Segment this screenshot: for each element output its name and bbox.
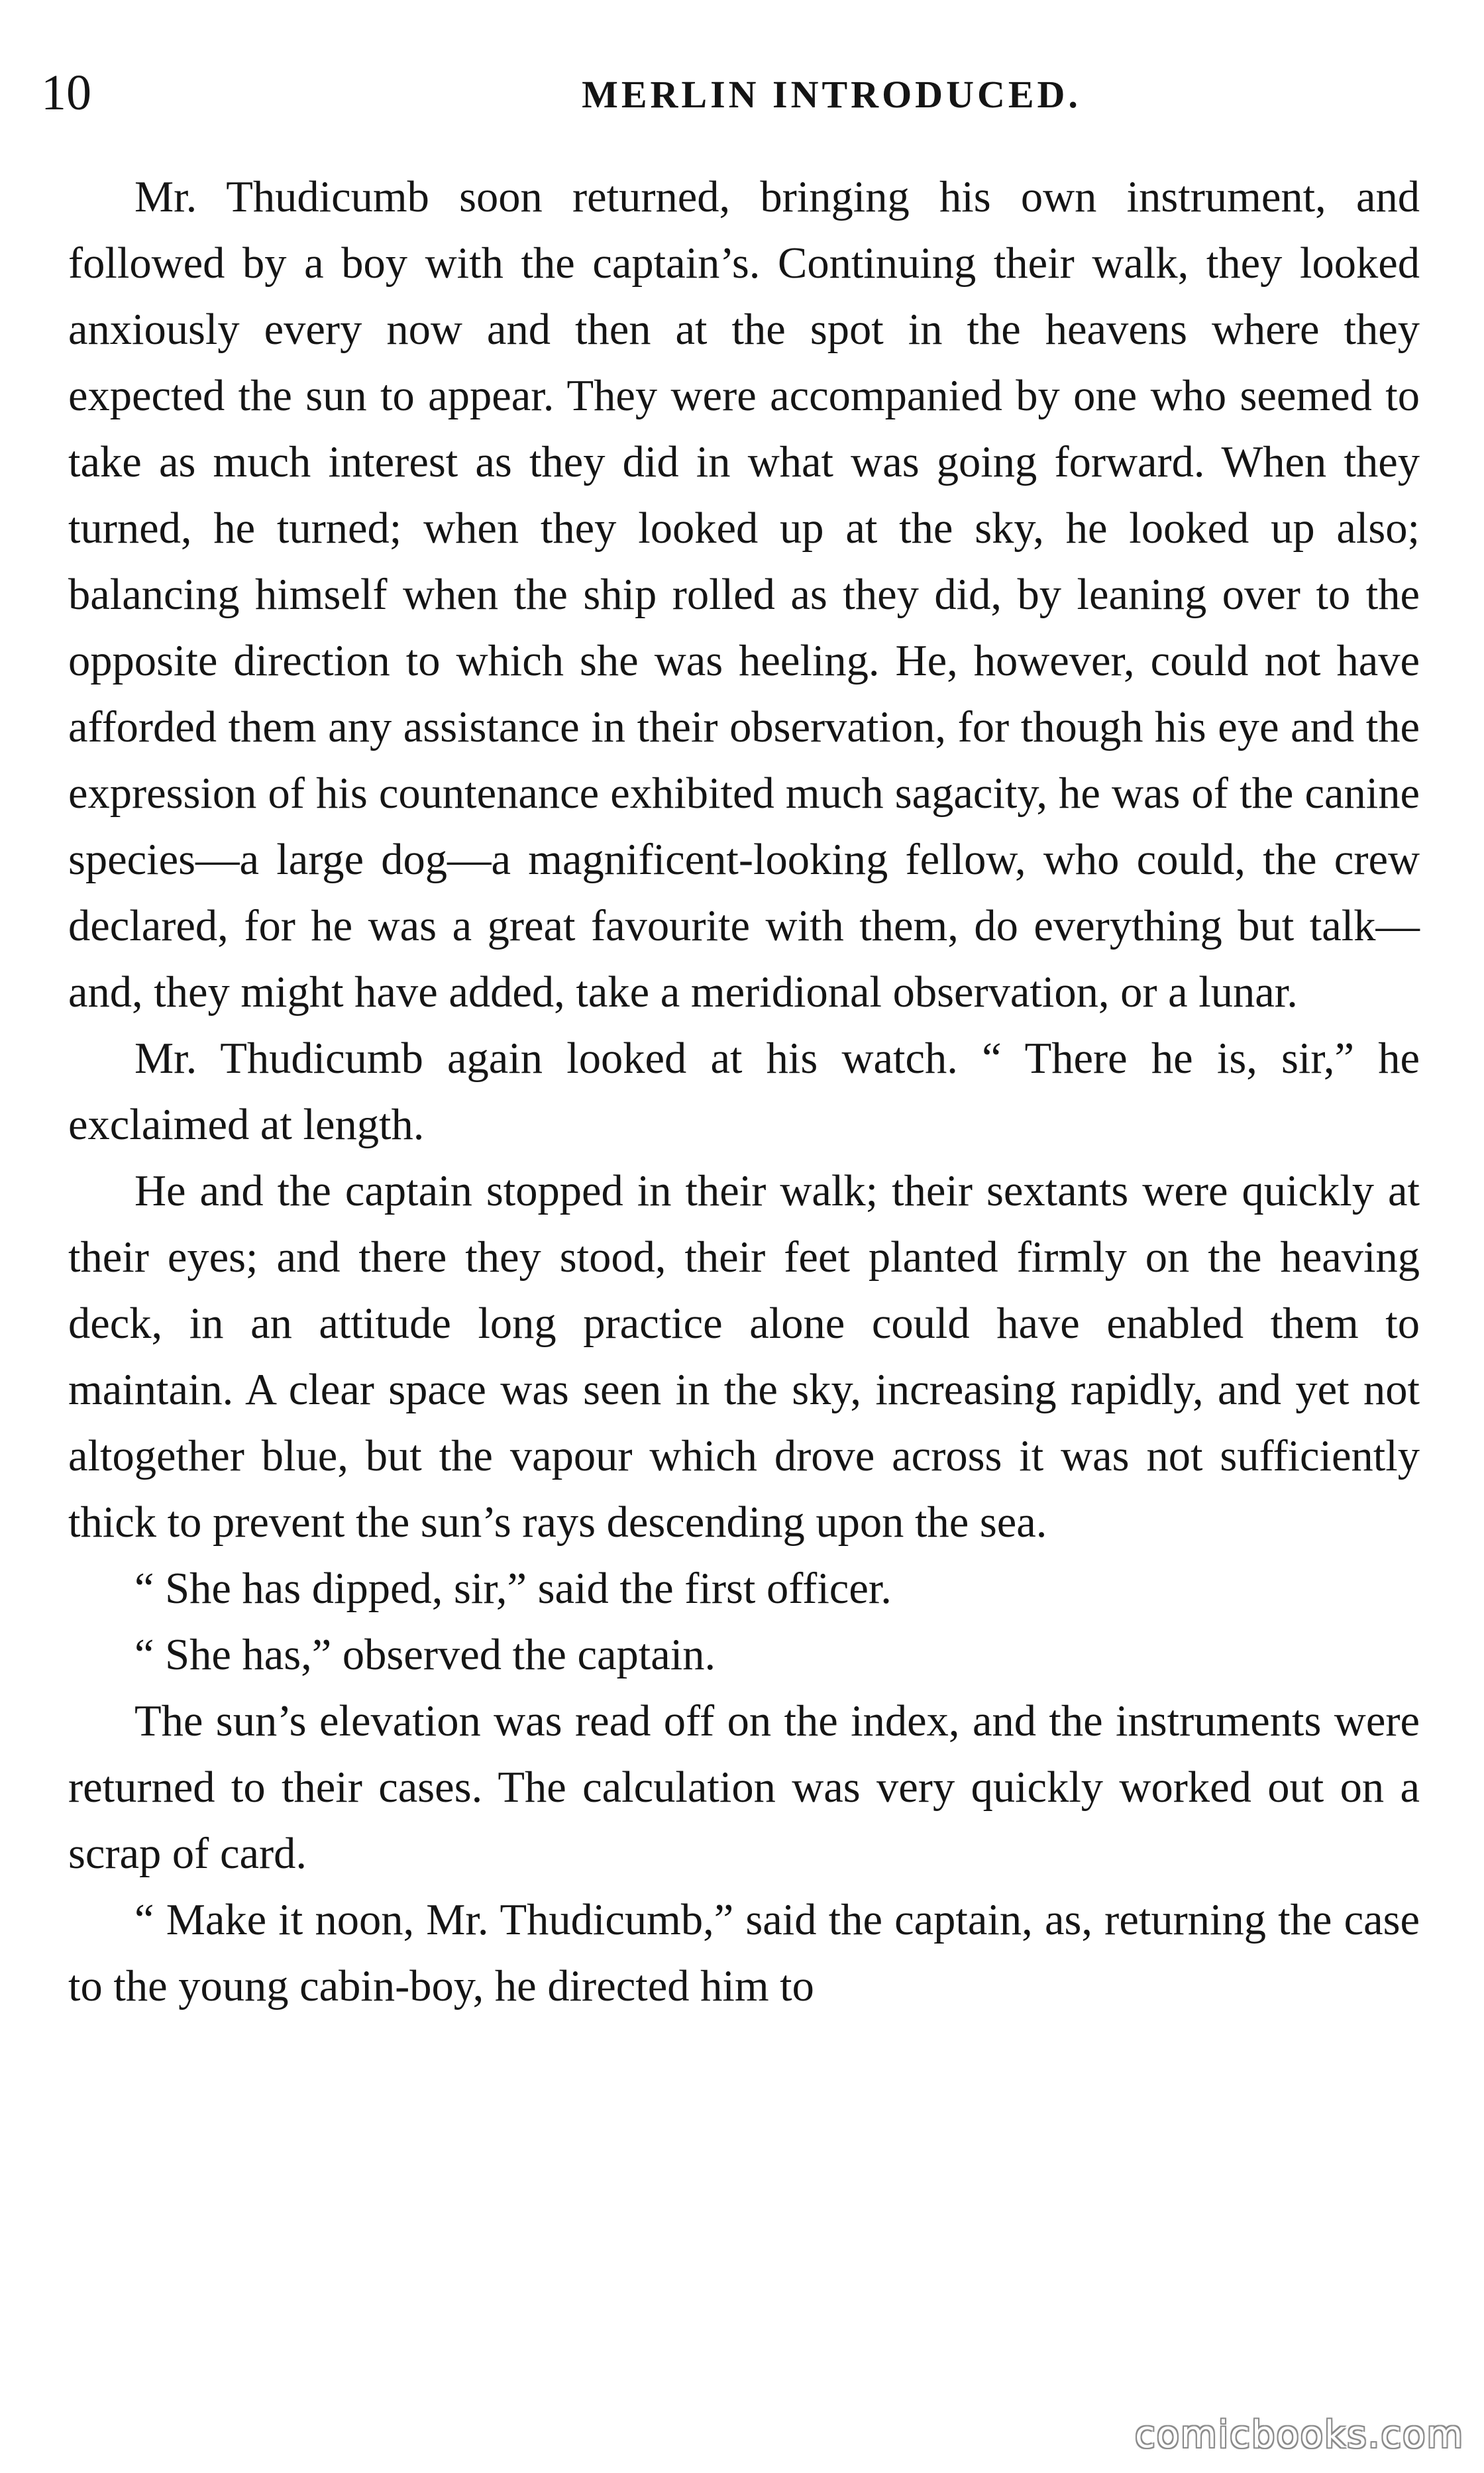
- page-number: 10: [41, 65, 91, 121]
- paragraph: “ She has,” observed the captain.: [134, 1631, 716, 1679]
- page-header: [0, 63, 1484, 123]
- paragraph: Mr. Thudicumb soon returned, bringing his own instrument, and followed by a boy with the captain’s. Continuing their walk, they looked anxiously every now and then at the spot in the heavens where they expected the sun to appear. They were accompanied by one who seemed to take as much interest as they did in what was going forward. When they turned, he turned; when they looked up at the sky, he looked up also; balancing himself when the ship rolled as they did, by leaning over to the opposite direction to which she was heeling. He, however, could not have afforded them any assistance in their observation, for though his eye and the expression of his countenance exhibited much sagacity, he was of the canine species—a large dog—a magnificent-looking fellow, who could, the crew declared, for he was a great favourite with them, do everything but talk—and, they might have added, take a meridional observation, or a lunar.: [68, 173, 1420, 1017]
- running-head: MERLIN INTRODUCED.: [582, 73, 1081, 116]
- paragraph: “ She has dipped, sir,” said the first officer.: [134, 1565, 892, 1613]
- paragraph: The sun’s elevation was read off on the index, and the instruments were returned to their cases. The calculation was very quickly worked out on a scrap of card.: [68, 1697, 1420, 1878]
- watermark: comicbooks.com: [1134, 2413, 1464, 2456]
- paragraph: “ Make it noon, Mr. Thudicumb,” said the captain, as, returning the case to the young cabin-boy, he directed him to: [68, 1896, 1420, 2010]
- body-text: [68, 164, 1420, 2020]
- paragraph: Mr. Thudicumb again looked at his watch. “ There he is, sir,” he exclaimed at length.: [68, 1034, 1420, 1149]
- paragraph: He and the captain stopped in their walk; their sextants were quickly at their eyes; and there they stood, their feet planted firmly on the heaving deck, in an attitude long practice alone could have enabled them to maintain. A clear space was seen in the sky, increasing rapidly, and yet not altogether blue, but the vapour which drove across it was not sufficiently thick to prevent the sun’s rays descending upon the sea.: [68, 1167, 1420, 1547]
